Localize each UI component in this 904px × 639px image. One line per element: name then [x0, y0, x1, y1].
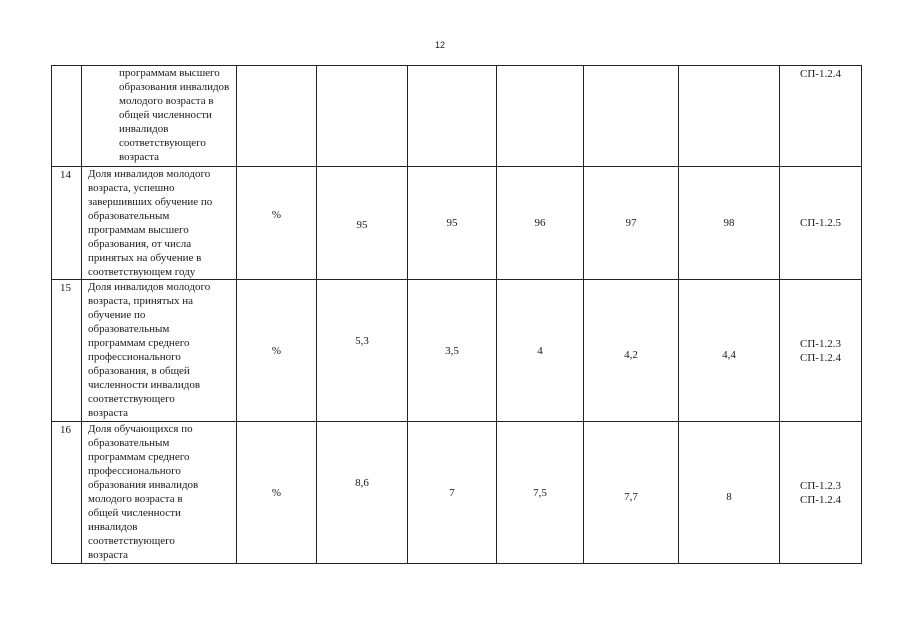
indicator-name	[82, 422, 237, 564]
code-line: СП-1.2.4	[800, 493, 841, 506]
value-cell	[584, 66, 679, 167]
table-row	[52, 422, 862, 564]
indicator-name-line: численности инвалидов	[88, 379, 201, 391]
value-cell	[584, 422, 679, 564]
unit-text: %	[271, 344, 282, 357]
value-text: 3,5	[445, 344, 459, 357]
indicator-name-line: соответствующего	[88, 535, 175, 547]
indicator-name-line: образования инвалидов	[88, 479, 199, 491]
indicator-name-line: образовательным	[88, 437, 170, 449]
indicator-name-line: инвалидов	[119, 123, 169, 135]
indicator-name	[82, 167, 237, 280]
indicator-name-line: программам высшего	[119, 67, 220, 79]
indicator-name-line: образования инвалидов	[119, 81, 230, 93]
code-line: СП-1.2.3	[800, 337, 841, 350]
code-cell	[780, 66, 862, 167]
value-text: 95	[356, 219, 368, 231]
indicator-name-line: Доля инвалидов молодого	[88, 281, 211, 293]
indicator-name-line: программам среднего	[88, 451, 190, 463]
unit-cell	[237, 422, 317, 564]
value-cell	[317, 280, 408, 422]
code-line: СП-1.2.4	[800, 351, 841, 364]
value-cell	[497, 66, 584, 167]
indicator-name-line: обучение по	[88, 309, 146, 321]
value-cell	[408, 167, 497, 280]
value-text: 98	[723, 217, 735, 229]
value-cell	[679, 280, 780, 422]
indicator-name-line: программам среднего	[88, 337, 190, 349]
value-cell	[408, 280, 497, 422]
value-text: 95	[446, 217, 458, 229]
indicator-name-line: образования, в общей	[88, 365, 190, 377]
indicator-name-line: соответствующего	[88, 393, 175, 405]
indicator-name-line: Доля обучающихся по	[88, 423, 193, 435]
indicator-name-line: возраста	[88, 407, 129, 419]
indicator-name-line: соответствующего	[119, 137, 206, 149]
indicator-name	[82, 280, 237, 422]
row-number: 15	[52, 280, 82, 422]
table-row	[52, 280, 862, 422]
value-text: 8,6	[355, 476, 369, 489]
indicator-name-line: завершивших обучение по	[88, 196, 213, 208]
indicator-name-line: образования, от числа	[88, 238, 192, 250]
indicator-name-line: инвалидов	[88, 521, 138, 533]
value-text: 8	[726, 490, 732, 503]
code-line: СП-1.2.4	[800, 68, 841, 80]
table-row	[52, 167, 862, 280]
value-text: 97	[625, 217, 637, 229]
unit-cell	[237, 167, 317, 280]
page-number: 12	[434, 40, 445, 50]
unit-text: %	[271, 486, 282, 499]
value-cell	[679, 167, 780, 280]
indicator-name-line: образовательным	[88, 210, 170, 222]
code-cell	[780, 167, 862, 280]
value-text: 4	[537, 344, 543, 357]
code-line: СП-1.2.5	[800, 217, 841, 229]
code-cell	[780, 422, 862, 564]
table-row	[52, 66, 862, 167]
value-text: 7	[449, 486, 455, 499]
indicator-name-line: возраста	[88, 549, 129, 561]
value-cell	[317, 422, 408, 564]
indicators-table	[51, 65, 862, 564]
value-cell	[317, 66, 408, 167]
value-cell	[497, 422, 584, 564]
value-cell	[497, 167, 584, 280]
indicator-name-line: Доля инвалидов молодого	[88, 168, 211, 180]
value-text: 7,7	[624, 490, 638, 503]
indicator-name	[82, 66, 237, 167]
row-number: 16	[52, 422, 82, 564]
indicator-name-line: профессионального	[88, 351, 181, 363]
value-cell	[497, 280, 584, 422]
indicator-name-line: принятых на обучение в	[88, 252, 202, 264]
indicator-name-line: программам высшего	[88, 224, 189, 236]
code-line: СП-1.2.3	[800, 479, 841, 492]
value-cell	[679, 422, 780, 564]
value-cell	[408, 66, 497, 167]
code-cell	[780, 280, 862, 422]
indicator-name-line: образовательным	[88, 323, 170, 335]
row-number	[52, 66, 82, 167]
indicator-name-line: общей численности	[119, 109, 212, 121]
indicator-name-line: возраста	[119, 151, 160, 163]
unit-cell	[237, 66, 317, 167]
value-cell	[679, 66, 780, 167]
indicator-name-line: возраста, успешно	[88, 182, 175, 194]
indicator-name-line: общей численности	[88, 507, 181, 519]
indicator-name-line: профессионального	[88, 465, 181, 477]
indicator-name-line: молодого возраста в	[88, 493, 183, 505]
unit-cell	[237, 280, 317, 422]
value-text: 5,3	[355, 334, 369, 347]
value-text: 96	[534, 217, 546, 229]
indicator-name-line: молодого возраста в	[119, 95, 214, 107]
unit-text: %	[271, 209, 282, 221]
row-number: 14	[52, 167, 82, 280]
value-text: 4,4	[722, 348, 736, 361]
indicator-name-line: соответствующем году	[88, 266, 196, 278]
value-cell	[408, 422, 497, 564]
indicator-name-line: возраста, принятых на	[88, 295, 193, 307]
value-cell	[584, 167, 679, 280]
value-text: 4,2	[624, 348, 638, 361]
value-cell	[584, 280, 679, 422]
value-text: 7,5	[533, 486, 547, 499]
value-cell	[317, 167, 408, 280]
